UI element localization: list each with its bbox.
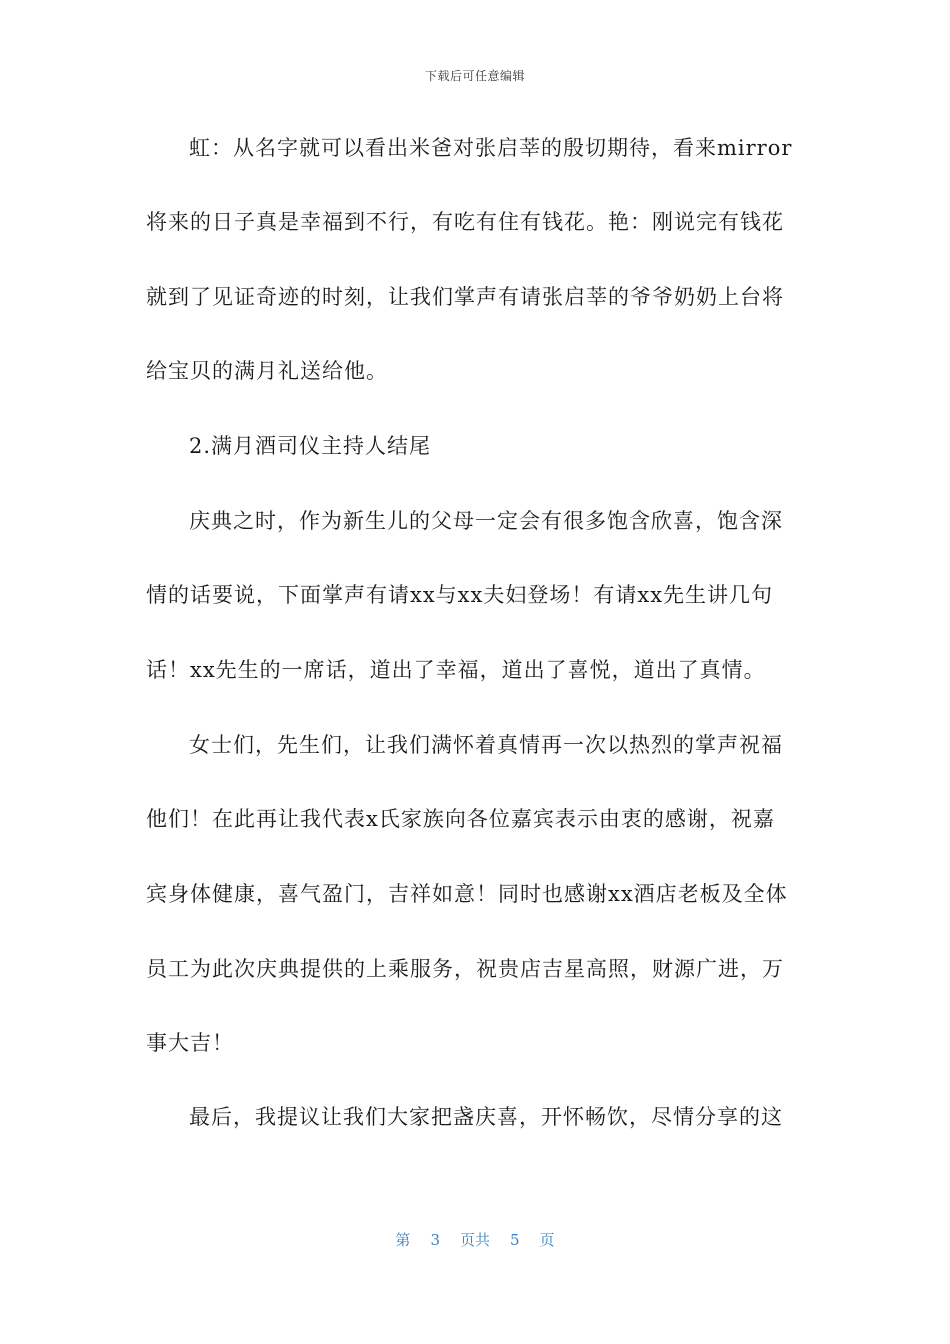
- text-line-7: 情的话要说，下面掌声有请xx与xx夫妇登场！有请xx先生讲几句: [146, 583, 774, 607]
- footer-ye-gong: 页共: [459, 1231, 490, 1249]
- text-line-3: 就到了见证奇迹的时刻，让我们掌声有请张启莘的爷爷奶奶上台将: [146, 285, 784, 309]
- page-header: 下载后可任意编辑: [424, 69, 525, 83]
- text-line-2: 将来的日子真是幸福到不行，有吃有住有钱花。艳：刚说完有钱花: [146, 210, 784, 234]
- text-line-1: 虹：从名字就可以看出米爸对张启莘的殷切期待，看来mirror: [189, 136, 793, 160]
- section-heading: 2.满月酒司仪主持人结尾: [189, 434, 432, 458]
- text-line-9: 女士们，先生们，让我们满怀着真情再一次以热烈的掌声祝福: [189, 733, 783, 757]
- text-line-8: 话！xx先生的一席话，道出了幸福，道出了喜悦，道出了真情。: [146, 658, 766, 682]
- footer-page-number: 3: [430, 1231, 440, 1249]
- text-line-13: 事大吉！: [146, 1031, 234, 1055]
- text-line-11: 宾身体健康，喜气盈门，吉祥如意！同时也感谢xx酒店老板及全体: [146, 882, 788, 906]
- footer-ye: 页: [539, 1231, 555, 1249]
- text-line-12: 员工为此次庆典提供的上乘服务，祝贵店吉星高照，财源广进，万: [146, 957, 784, 981]
- footer-total-pages: 5: [510, 1231, 520, 1249]
- text-line-10: 他们！在此再让我代表x氏家族向各位嘉宾表示由衷的感谢，祝嘉: [146, 807, 775, 831]
- page-footer: [0, 1229, 950, 1250]
- text-line-6: 庆典之时，作为新生儿的父母一定会有很多饱含欣喜，饱含深: [189, 509, 783, 533]
- footer-di: 第: [395, 1231, 411, 1249]
- text-line-14: 最后，我提议让我们大家把盏庆喜，开怀畅饮，尽情分享的这: [189, 1105, 783, 1129]
- text-line-4: 给宝贝的满月礼送给他。: [146, 359, 388, 383]
